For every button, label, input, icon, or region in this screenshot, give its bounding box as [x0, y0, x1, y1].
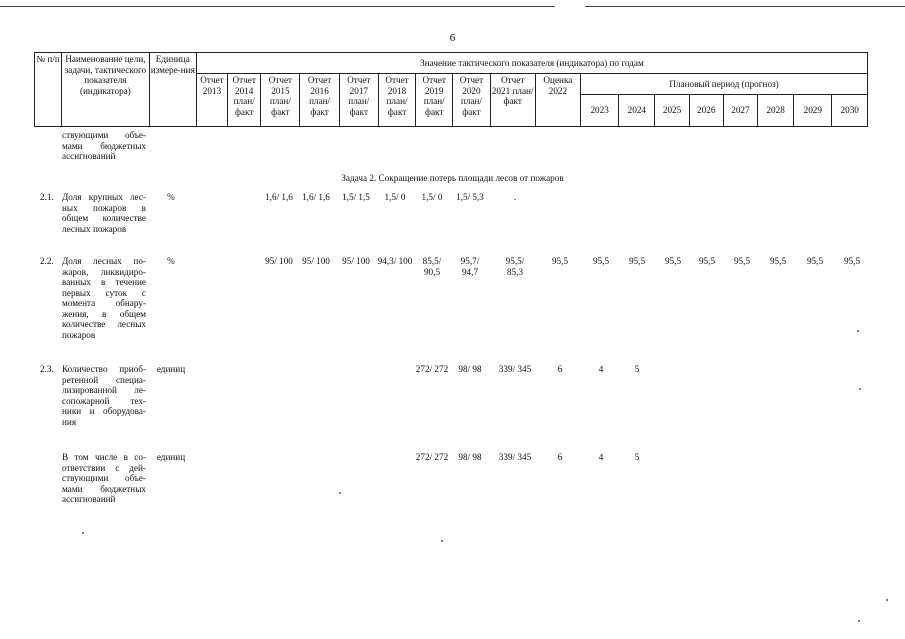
scan-speck	[857, 330, 859, 332]
scan-speck	[858, 620, 860, 622]
value-2021: 95,5/ 85,3	[505, 256, 525, 277]
plan-2024: 95,5	[628, 256, 646, 266]
plan-2023: 4	[598, 452, 604, 462]
value-2017: 95/ 100	[342, 256, 370, 266]
value-2021: 339/ 345	[498, 364, 532, 374]
header-table	[34, 52, 868, 127]
col-header-2015: Отчет 2015 план/ факт	[261, 74, 300, 127]
plan-2029: 95,5	[806, 256, 824, 266]
scan-speck	[339, 492, 341, 494]
value-2022: 6	[557, 452, 563, 462]
col-header-2025: 2025	[655, 95, 689, 127]
col-header-group: Значение тактического показателя (индикатора) по годам	[196, 53, 867, 74]
row-name: Доля лесных по-жаров, ликвидиро-ванных в течение первых суток с момента обнару-жения, в общем количестве лесных пожаров	[62, 256, 146, 340]
row-unit: единиц	[156, 364, 186, 374]
row-number: 2.2.	[40, 256, 54, 266]
value-2018: 94,3/ 100	[377, 256, 413, 266]
scan-speck	[859, 388, 861, 390]
col-header-2024: 2024	[619, 95, 655, 127]
row-number: 2.1.	[40, 192, 54, 202]
plan-2023: 95,5	[592, 256, 610, 266]
value-2016: 95/ 100	[302, 256, 330, 266]
col-header-2020: Отчет 2020 план/ факт	[453, 74, 490, 127]
value-2019: 85,5/ 90,5	[422, 256, 442, 277]
value-2020: 1,5/ 5,3	[456, 192, 484, 202]
col-header-2014: Отчет 2014 план/ факт	[228, 74, 261, 127]
scan-speck	[82, 532, 84, 534]
col-header-2013: Отчет 2013	[196, 74, 227, 127]
plan-2026: 95,5	[698, 256, 716, 266]
col-header-2022: Оценка 2022	[535, 74, 580, 127]
value-2020: 95,7/ 94,7	[460, 256, 480, 277]
row-name: В том числе в со-ответствии с дей-ствующими объе-мами бюджетных ассигнований	[62, 452, 146, 504]
col-header-2023: 2023	[581, 95, 619, 127]
col-header-plan-period: Плановый период (прогноз)	[581, 74, 868, 95]
col-header-2026: 2026	[689, 95, 723, 127]
task-title: Задача 2. Сокращение потерь площади лесов от пожаров	[341, 173, 564, 183]
col-header-2018: Отчет 2018 план/ факт	[378, 74, 415, 127]
page-number: 6	[449, 32, 456, 44]
col-header-2027: 2027	[723, 95, 757, 127]
value-2020: 98/ 98	[458, 452, 482, 462]
col-header-2029: 2029	[794, 95, 832, 127]
top-rule-right	[585, 6, 905, 7]
value-2015: 1,6/ 1,6	[265, 192, 293, 202]
row-unit: %	[167, 192, 175, 202]
top-rule-left	[0, 6, 555, 7]
col-header-2028: 2028	[758, 95, 794, 127]
value-2015: 95/ 100	[265, 256, 293, 266]
scan-speck	[886, 599, 888, 601]
continuation-text: ствующими объе-мами бюджетных ассигнований	[62, 130, 146, 161]
scan-speck	[441, 540, 443, 542]
plan-2030: 95,5	[843, 256, 861, 266]
value-2021: 339/ 345	[498, 452, 532, 462]
value-2019: 272/ 272	[415, 364, 449, 374]
row-name: Доля крупных лес-ных пожаров в общем количестве лесных пожаров	[62, 192, 146, 234]
value-2022: 95,5	[551, 256, 569, 266]
value-2022: 6	[557, 364, 563, 374]
col-header-unit: Единица измере-ния	[149, 53, 196, 127]
value-2021: .	[513, 192, 517, 202]
row-number: 2.3.	[40, 364, 54, 374]
col-header-num: № п/п	[35, 53, 62, 127]
col-header-2021: Отчет 2021 план/ факт	[490, 74, 535, 127]
row-name: Количество приоб-ретенной специа-лизированной ле-сопожарной тех-ники и оборудова-ния	[62, 364, 146, 427]
value-2018: 1,5/ 0	[384, 192, 406, 202]
value-2019: 272/ 272	[415, 452, 449, 462]
plan-2027: 95,5	[733, 256, 751, 266]
plan-2028: 95,5	[769, 256, 787, 266]
value-2020: 98/ 98	[458, 364, 482, 374]
col-header-2019: Отчет 2019 план/ факт	[416, 74, 453, 127]
col-header-name: Наименование цели, задачи, тактического показателя (индикатора)	[62, 53, 150, 127]
col-header-2017: Отчет 2017 план/ факт	[339, 74, 378, 127]
col-header-2016: Отчет 2016 план/ факт	[300, 74, 339, 127]
plan-2024: 5	[634, 452, 640, 462]
value-2017: 1,5/ 1,5	[342, 192, 370, 202]
plan-2024: 5	[634, 364, 640, 374]
col-header-2030: 2030	[832, 95, 868, 127]
value-2016: 1,6/ 1,6	[302, 192, 330, 202]
row-unit: %	[167, 256, 175, 266]
row-unit: единиц	[156, 452, 186, 462]
plan-2025: 95,5	[664, 256, 682, 266]
value-2019: 1,5/ 0	[421, 192, 443, 202]
plan-2023: 4	[598, 364, 604, 374]
